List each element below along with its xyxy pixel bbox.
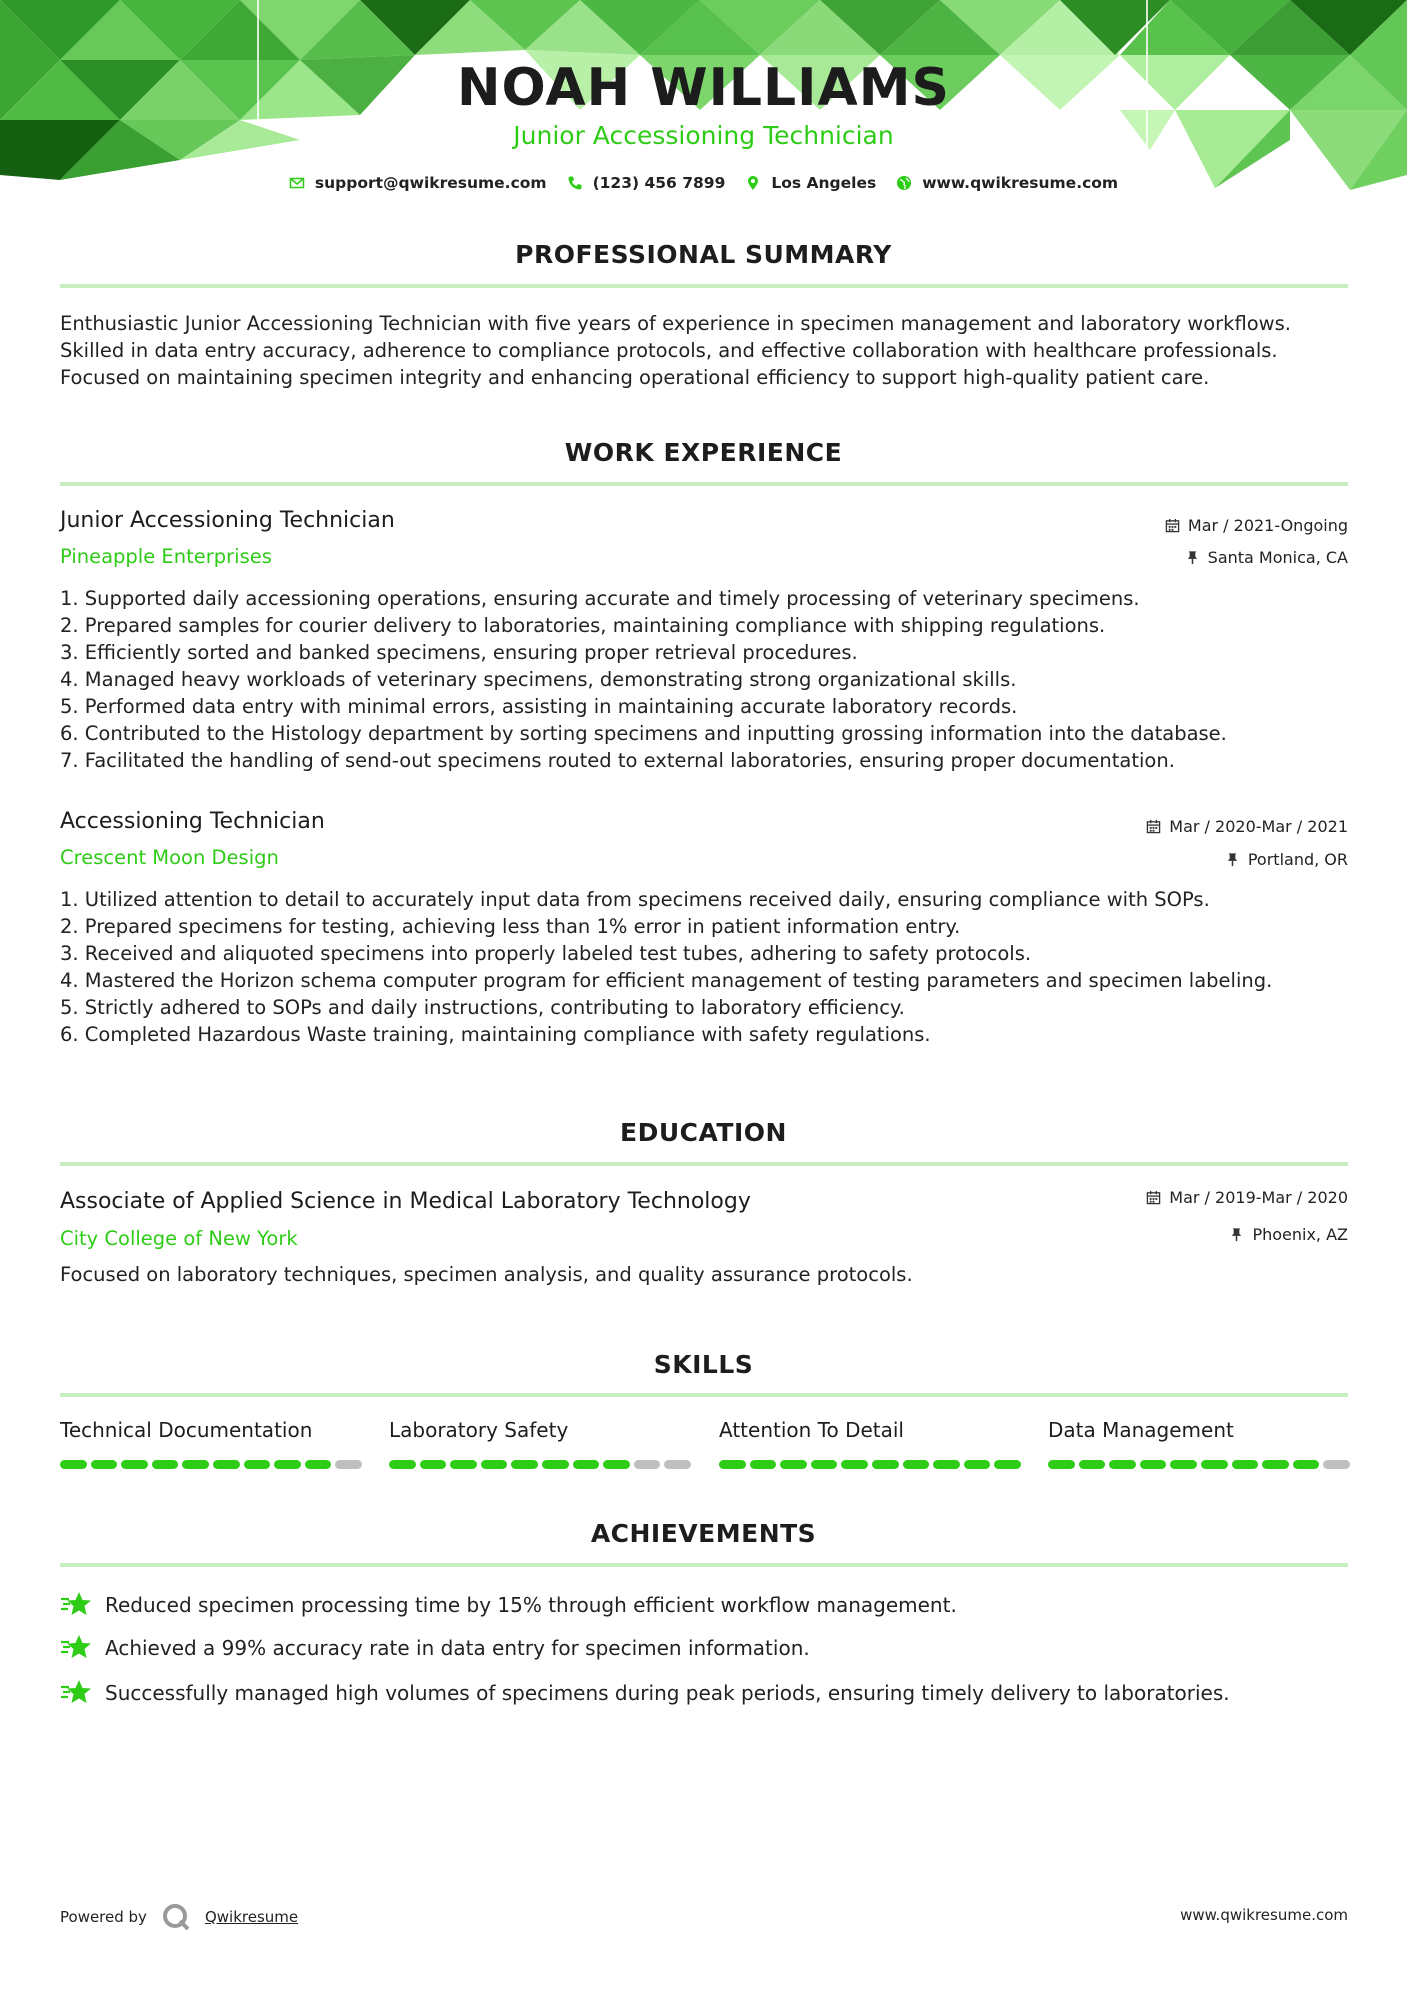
skill-level-segment bbox=[213, 1460, 240, 1469]
skill-item bbox=[389, 1418, 691, 1469]
skill-level-segment bbox=[664, 1460, 691, 1469]
skill-level-segment bbox=[1170, 1460, 1197, 1469]
contact-website[interactable] bbox=[896, 174, 1118, 192]
list-item: 3. Received and aliquoted specimens into properly labeled test tubes, adhering to safety protocols. bbox=[60, 942, 1032, 965]
skill-level-segment bbox=[811, 1460, 838, 1469]
skill-item bbox=[1048, 1418, 1350, 1469]
list-item: 6. Completed Hazardous Waste training, maintaining compliance with safety regulations. bbox=[60, 1023, 931, 1046]
calendar-icon bbox=[1165, 518, 1180, 533]
job-bullets bbox=[60, 585, 1350, 774]
skill-level-segment bbox=[420, 1460, 447, 1469]
footer-website-link[interactable]: www.qwikresume.com bbox=[1180, 1906, 1348, 1924]
contact-location bbox=[745, 174, 876, 192]
achievements-divider bbox=[60, 1563, 1348, 1567]
experience-heading: WORK EXPERIENCE bbox=[564, 438, 843, 467]
contact-email[interactable] bbox=[289, 174, 547, 192]
list-item: 4. Mastered the Horizon schema computer program for efficient management of testing parameters and specimen labeling. bbox=[60, 969, 1273, 992]
skill-level-segment bbox=[121, 1460, 148, 1469]
map-pin-icon bbox=[745, 175, 761, 191]
education-date bbox=[1146, 1188, 1348, 1207]
education-location-text: Phoenix, AZ bbox=[1252, 1225, 1348, 1244]
list-item: 1. Utilized attention to detail to accurately input data from specimens received daily, ensuring compliance with SOPs. bbox=[60, 888, 1210, 911]
summary-text bbox=[60, 310, 1350, 391]
skill-name: Data Management bbox=[1048, 1418, 1234, 1442]
job-bullets bbox=[60, 886, 1350, 1048]
achievement-text: Successfully managed high volumes of specimens during peak periods, ensuring timely delivery to laboratories. bbox=[105, 1681, 1230, 1705]
company-name: Pineapple Enterprises bbox=[60, 545, 272, 568]
skill-level-segment bbox=[750, 1460, 777, 1469]
qwikresume-link[interactable]: Qwikresume bbox=[204, 1908, 299, 1926]
job-location-text: Santa Monica, CA bbox=[1207, 548, 1348, 567]
list-item: 4. Managed heavy workloads of veterinary specimens, demonstrating strong organizational skills. bbox=[60, 668, 1017, 691]
list-item: 2. Prepared samples for courier delivery to laboratories, maintaining compliance with shipping regulations. bbox=[60, 614, 1106, 637]
job-date-text: Mar / 2021-Ongoing bbox=[1187, 516, 1348, 535]
powered-by-label: Powered by bbox=[60, 1908, 147, 1926]
calendar-icon bbox=[1146, 819, 1161, 834]
company-name: Crescent Moon Design bbox=[60, 846, 279, 869]
list-item: 5. Strictly adhered to SOPs and daily instructions, contributing to laboratory efficiency. bbox=[60, 996, 905, 1019]
star-icon bbox=[60, 1633, 92, 1663]
education-location bbox=[1229, 1225, 1348, 1244]
achievement-item bbox=[60, 1678, 1230, 1708]
skill-level-segment bbox=[994, 1460, 1021, 1469]
globe-icon bbox=[896, 175, 912, 191]
skill-level-segment bbox=[933, 1460, 960, 1469]
skill-level-segment bbox=[60, 1460, 87, 1469]
job-date-text: Mar / 2020-Mar / 2021 bbox=[1169, 817, 1348, 836]
job-date bbox=[1146, 817, 1348, 836]
skill-name: Attention To Detail bbox=[719, 1418, 904, 1442]
job-date bbox=[1165, 516, 1348, 535]
summary-heading: PROFESSIONAL SUMMARY bbox=[515, 240, 892, 269]
candidate-role: Junior Accessioning Technician bbox=[513, 121, 894, 150]
achievement-text: Achieved a 99% accuracy rate in data entry for specimen information. bbox=[105, 1636, 810, 1660]
skill-level-segment bbox=[335, 1460, 362, 1469]
summary-line: Focused on maintaining specimen integrity and enhancing operational efficiency to support high-quality patient care. bbox=[60, 366, 1210, 389]
skill-level-segment bbox=[542, 1460, 569, 1469]
calendar-icon bbox=[1146, 1190, 1161, 1205]
contact-email-text: support@qwikresume.com bbox=[314, 174, 547, 192]
skill-name: Laboratory Safety bbox=[389, 1418, 569, 1442]
skill-level-segment bbox=[244, 1460, 271, 1469]
star-icon bbox=[60, 1678, 92, 1708]
skills-divider bbox=[60, 1393, 1348, 1397]
skill-level-segment bbox=[1140, 1460, 1167, 1469]
skill-item bbox=[719, 1418, 1021, 1469]
skill-level-segment bbox=[780, 1460, 807, 1469]
skill-level-segment bbox=[1323, 1460, 1350, 1469]
education-divider bbox=[60, 1162, 1348, 1166]
list-item: 3. Efficiently sorted and banked specimens, ensuring proper retrieval procedures. bbox=[60, 641, 858, 664]
skill-level-segment bbox=[450, 1460, 477, 1469]
achievements-heading: ACHIEVEMENTS bbox=[590, 1519, 817, 1548]
school-name: City College of New York bbox=[60, 1227, 298, 1250]
skill-level-segment bbox=[305, 1460, 332, 1469]
contact-phone[interactable] bbox=[567, 174, 726, 192]
contact-bar bbox=[0, 174, 1407, 192]
contact-website-text: www.qwikresume.com bbox=[922, 174, 1119, 192]
star-icon bbox=[60, 1590, 92, 1620]
skill-level-segment bbox=[964, 1460, 991, 1469]
job-title: Junior Accessioning Technician bbox=[60, 508, 395, 533]
achievement-item bbox=[60, 1633, 810, 1663]
skill-level-segment bbox=[1201, 1460, 1228, 1469]
pushpin-icon bbox=[1185, 550, 1200, 565]
list-item: 5. Performed data entry with minimal errors, assisting in maintaining accurate laboratory records. bbox=[60, 695, 1018, 718]
contact-phone-text: (123) 456 7899 bbox=[592, 174, 726, 192]
skill-level-segment bbox=[903, 1460, 930, 1469]
summary-divider bbox=[60, 284, 1348, 288]
degree-title: Associate of Applied Science in Medical Laboratory Technology bbox=[60, 1189, 751, 1214]
skills-heading: SKILLS bbox=[653, 1350, 754, 1379]
candidate-name: NOAH WILLIAMS bbox=[457, 58, 950, 118]
skill-level-segment bbox=[1109, 1460, 1136, 1469]
skill-level-segment bbox=[152, 1460, 179, 1469]
skill-level-segment bbox=[603, 1460, 630, 1469]
pushpin-icon bbox=[1225, 852, 1240, 867]
list-item: 2. Prepared specimens for testing, achieving less than 1% error in patient information entry. bbox=[60, 915, 961, 938]
list-item: 6. Contributed to the Histology department by sorting specimens and inputting grossing information into the database. bbox=[60, 722, 1227, 745]
skill-item bbox=[60, 1418, 362, 1469]
phone-icon bbox=[567, 175, 583, 191]
skill-level-segment bbox=[1262, 1460, 1289, 1469]
achievement-item bbox=[60, 1590, 957, 1620]
skill-level-segment bbox=[1079, 1460, 1106, 1469]
skill-level-segment bbox=[511, 1460, 538, 1469]
job-location bbox=[1185, 548, 1348, 567]
skill-level-segment bbox=[182, 1460, 209, 1469]
list-item: 7. Facilitated the handling of send-out specimens routed to external laboratories, ensuring proper documentation. bbox=[60, 749, 1175, 772]
skill-level-segment bbox=[481, 1460, 508, 1469]
skill-level-segment bbox=[573, 1460, 600, 1469]
skill-level-bar bbox=[389, 1460, 691, 1469]
skill-level-segment bbox=[91, 1460, 118, 1469]
job-location-text: Portland, OR bbox=[1247, 850, 1348, 869]
summary-line: Skilled in data entry accuracy, adherence to compliance protocols, and effective collaboration with healthcare professionals. bbox=[60, 339, 1278, 362]
skill-level-segment bbox=[1048, 1460, 1075, 1469]
education-date-text: Mar / 2019-Mar / 2020 bbox=[1169, 1188, 1348, 1207]
skill-level-segment bbox=[274, 1460, 301, 1469]
pushpin-icon bbox=[1229, 1227, 1244, 1242]
envelope-icon bbox=[289, 175, 305, 191]
qwikresume-logo-icon bbox=[161, 1902, 191, 1932]
skill-level-bar bbox=[60, 1460, 362, 1469]
skill-level-bar bbox=[1048, 1460, 1350, 1469]
skill-level-segment bbox=[389, 1460, 416, 1469]
skill-level-segment bbox=[841, 1460, 868, 1469]
skill-level-segment bbox=[1232, 1460, 1259, 1469]
skill-level-segment bbox=[1293, 1460, 1320, 1469]
list-item: 1. Supported daily accessioning operations, ensuring accurate and timely processing of veterinary specimens. bbox=[60, 587, 1140, 610]
footer-powered-by bbox=[60, 1902, 298, 1932]
education-description: Focused on laboratory techniques, specimen analysis, and quality assurance protocols. bbox=[60, 1263, 913, 1286]
job-title: Accessioning Technician bbox=[60, 809, 325, 834]
summary-line: Enthusiastic Junior Accessioning Technician with five years of experience in specimen management and laboratory workflows. bbox=[60, 312, 1291, 335]
skill-level-bar bbox=[719, 1460, 1021, 1469]
skill-level-segment bbox=[872, 1460, 899, 1469]
education-heading: EDUCATION bbox=[620, 1118, 787, 1147]
skill-level-segment bbox=[634, 1460, 661, 1469]
experience-divider bbox=[60, 482, 1348, 486]
skill-name: Technical Documentation bbox=[60, 1418, 313, 1442]
contact-location-text: Los Angeles bbox=[771, 174, 877, 192]
skill-level-segment bbox=[719, 1460, 746, 1469]
achievement-text: Reduced specimen processing time by 15% through efficient workflow management. bbox=[105, 1593, 957, 1617]
job-location bbox=[1225, 850, 1348, 869]
